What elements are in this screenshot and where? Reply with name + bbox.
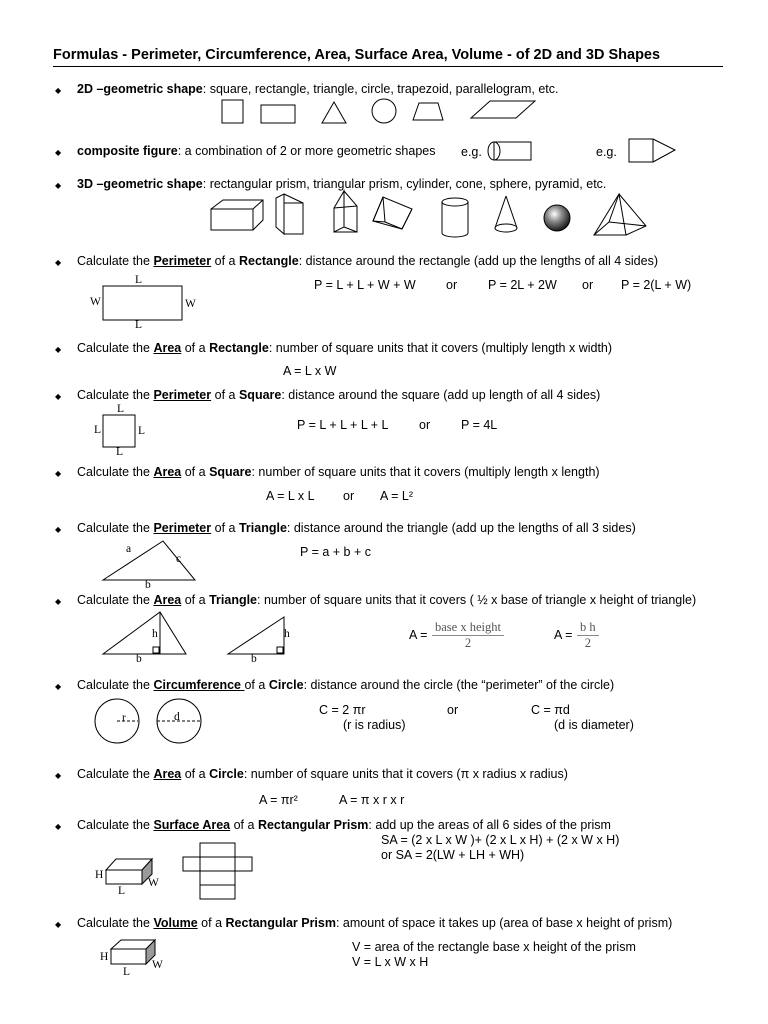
tri-area-label-b2: b: [251, 653, 257, 665]
sq-label-right: L: [138, 425, 146, 437]
composite-eg2: e.g.: [596, 145, 617, 159]
of-a-text: of a: [214, 254, 236, 268]
bullet: ◆: [55, 345, 62, 354]
cylinder-shape: [442, 198, 468, 237]
sa-formula-1: SA = (2 x L x W )+ (2 x L x H) + (2 x W x H): [381, 833, 620, 847]
of-a-text: of a: [184, 593, 206, 607]
tri-area-desc: : number of square units that it covers ( ½ x base of triangle x height of triangle): [257, 593, 697, 607]
circ-or: or: [447, 703, 459, 717]
sa-label-l: L: [118, 885, 126, 897]
of-a-text: of a: [184, 341, 206, 355]
shapes2d-term: 2D –geometric shape: [77, 82, 203, 96]
rect-perim-quantity: Perimeter: [153, 254, 212, 268]
volume-prism: [111, 940, 155, 964]
cone-shape: [495, 196, 517, 232]
sq-area-formula-2: A = L²: [380, 489, 414, 503]
sa-label-h: H: [95, 869, 104, 881]
tri-label-c: c: [176, 553, 182, 565]
sa-desc: : add up the areas of all 6 sides of the prism: [368, 818, 611, 832]
triangular-prism-upright-shape: [276, 194, 303, 234]
bullet: ◆: [55, 148, 62, 157]
shapes3d-term: 3D –geometric shape: [77, 177, 203, 191]
trapezoid-shape: [413, 103, 443, 120]
circ-area-desc: : number of square units that it covers (π x radius x radius): [243, 767, 568, 781]
sq-area-or: or: [343, 489, 355, 503]
tri-area-label-h1: h: [152, 628, 158, 640]
bullet: ◆: [55, 469, 62, 478]
sq-perim-or: or: [419, 418, 431, 432]
rect-perim-or-1: or: [446, 278, 458, 292]
prism-net: [183, 843, 252, 899]
triangular-prism-shape: [334, 191, 357, 232]
vol-shape: Rectangular Prism: [225, 916, 336, 930]
bullet: ◆: [55, 822, 62, 831]
sq-label-bottom: L: [116, 446, 124, 458]
calc-text: Calculate the: [77, 916, 150, 930]
sphere-shape: [544, 205, 570, 231]
bullet: ◆: [55, 392, 62, 401]
pyramid-shape: [594, 194, 646, 235]
sa-formula-2: or SA = 2(LW + LH + WH): [381, 848, 525, 862]
sq-perim-desc: : distance around the square (add up length of all 4 sides): [281, 388, 601, 402]
calc-text: Calculate the: [77, 388, 150, 402]
tri-perim-shape: Triangle: [238, 521, 287, 535]
calc-text: Calculate the: [77, 818, 150, 832]
rect-perim-or-2: or: [582, 278, 594, 292]
vol-formula-2: V = L x W x H: [352, 955, 429, 969]
tri-area-numerator-1: base x height: [432, 620, 504, 636]
circ-quantity: Circumference: [153, 678, 245, 692]
bullet: ◆: [55, 181, 62, 190]
circ-formula-1: C = 2 πr: [319, 703, 366, 717]
tri-area-label-h2: h: [284, 628, 290, 640]
rect-perim-desc: : distance around the rectangle (add up the lengths of all 4 sides): [298, 254, 658, 268]
shapes2d-desc: : square, rectangle, triangle, circle, trapezoid, parallelogram, etc.: [202, 82, 559, 96]
rect-label-top: L: [135, 274, 143, 286]
triangle-height-diagram: [103, 612, 186, 654]
circle-shape: [372, 99, 396, 123]
circ-area-formula-1: A = πr²: [259, 793, 298, 807]
triangular-prism-lying-shape: [373, 197, 412, 229]
tri-perim-desc: : distance around the triangle (add up the lengths of all 3 sides): [286, 521, 636, 535]
bullet: ◆: [55, 920, 62, 929]
of-a-text: of a: [244, 678, 266, 692]
bullet: ◆: [55, 597, 62, 606]
rectangle-diagram: [103, 286, 182, 320]
bullet: ◆: [55, 258, 62, 267]
triangle-diagram: [103, 541, 195, 580]
square-shape: [222, 100, 243, 123]
vol-desc: : amount of space it takes up (area of base x height of prism): [335, 916, 673, 930]
vol-formula-1: V = area of the rectangle base x height of the prism: [352, 940, 636, 954]
circ-desc: : distance around the circle (the “perimeter” of the circle): [303, 678, 615, 692]
tri-area-a-eq-2: A =: [554, 628, 573, 642]
tri-area-shape: Triangle: [209, 593, 258, 607]
rect-perim-formula-1: P = L + L + W + W: [314, 278, 416, 292]
bullet: ◆: [55, 525, 62, 534]
bullet: ◆: [55, 682, 62, 691]
of-a-text: of a: [214, 388, 236, 402]
tri-area-quantity: Area: [153, 593, 182, 607]
circ-label-r: r: [122, 712, 126, 724]
tri-area-denominator-1: 2: [464, 636, 472, 650]
calc-text: Calculate the: [77, 465, 150, 479]
circle-diameter-diagram: [157, 699, 201, 743]
bullet: ◆: [55, 771, 62, 780]
sq-label-top: L: [117, 403, 125, 415]
rect-perim-formula-2: P = 2L + 2W: [488, 278, 557, 292]
sq-perim-formula-2: P = 4L: [461, 418, 498, 432]
circ-area-shape: Circle: [209, 767, 244, 781]
calc-text: Calculate the: [77, 593, 150, 607]
rect-area-shape: Rectangle: [209, 341, 269, 355]
rect-area-formula: A = L x W: [283, 364, 337, 378]
composite-pentagon: [629, 139, 675, 162]
rect-area-quantity: Area: [153, 341, 182, 355]
sa-shape: Rectangular Prism: [257, 818, 369, 832]
of-a-text: of a: [184, 465, 206, 479]
bullet: ◆: [55, 86, 62, 95]
square-diagram: [103, 415, 135, 447]
vol-quantity: Volume: [153, 916, 198, 930]
rect-area-desc: : number of square units that it covers (multiply length x width): [268, 341, 613, 355]
of-a-text: of a: [201, 916, 223, 930]
shapes3d-desc: : rectangular prism, triangular prism, cylinder, cone, sphere, pyramid, etc.: [202, 177, 607, 191]
sq-perim-formula-1: P = L + L + L + L: [297, 418, 389, 432]
surface-area-prism: [106, 859, 152, 884]
vol-label-h: H: [100, 951, 109, 963]
page-title: Formulas - Perimeter, Circumference, Area, Surface Area, Volume - of 2D and 3D Shapes: [53, 47, 661, 63]
tri-label-a: a: [126, 543, 132, 555]
circ-formula-2: C = πd: [531, 703, 570, 717]
rect-label-right: W: [185, 298, 196, 310]
sq-area-desc: : number of square units that it covers (multiply length x length): [251, 465, 600, 479]
tri-area-a-eq-1: A =: [409, 628, 428, 642]
of-a-text: of a: [214, 521, 236, 535]
tri-perim-formula: P = a + b + c: [300, 545, 372, 559]
sq-area-formula-1: A = L x L: [266, 489, 315, 503]
calc-text: Calculate the: [77, 767, 150, 781]
tri-perim-quantity: Perimeter: [153, 521, 212, 535]
tri-area-denominator-2: 2: [584, 636, 591, 650]
calc-text: Calculate the: [77, 254, 150, 268]
sq-perim-shape: Square: [238, 388, 282, 402]
sq-perim-quantity: Perimeter: [153, 388, 212, 402]
of-a-text: of a: [184, 767, 206, 781]
right-triangle-diagram: [228, 617, 284, 654]
calc-text: Calculate the: [77, 678, 150, 692]
circ-note-1: (r is radius): [343, 718, 406, 732]
sa-label-w: W: [148, 877, 159, 889]
circ-shape: Circle: [268, 678, 304, 692]
tri-area-label-b1: b: [136, 653, 142, 665]
composite-eg1: e.g.: [461, 145, 482, 159]
rect-label-left: W: [90, 296, 101, 308]
rectangular-prism-shape: [211, 200, 263, 230]
calc-text: Calculate the: [77, 341, 150, 355]
rectangle-shape: [261, 105, 295, 123]
circ-area-quantity: Area: [153, 767, 182, 781]
circ-label-d: d: [174, 711, 180, 723]
parallelogram-shape: [471, 101, 535, 118]
calc-text: Calculate the: [77, 521, 150, 535]
sq-area-shape: Square: [209, 465, 252, 479]
sq-label-left: L: [94, 424, 102, 436]
composite-term: composite figure: [77, 144, 178, 158]
rect-perim-formula-3: P = 2(L + W): [621, 278, 692, 292]
of-a-text: of a: [233, 818, 255, 832]
tri-area-numerator-2: b h: [577, 620, 599, 636]
sa-quantity: Surface Area: [153, 818, 231, 832]
rect-label-bottom: L: [135, 319, 143, 331]
composite-desc: : a combination of 2 or more geometric shapes: [177, 144, 436, 158]
triangle-shape: [322, 102, 346, 123]
rect-perim-shape: Rectangle: [238, 254, 299, 268]
composite-cylinder: [488, 142, 531, 160]
vol-label-l: L: [123, 966, 131, 978]
vol-label-w: W: [152, 959, 163, 971]
circle-radius-diagram: [95, 699, 139, 743]
sq-area-quantity: Area: [153, 465, 182, 479]
circ-area-formula-2: A = π x r x r: [339, 793, 405, 807]
circ-note-2: (d is diameter): [554, 718, 634, 732]
tri-label-b: b: [145, 579, 151, 591]
